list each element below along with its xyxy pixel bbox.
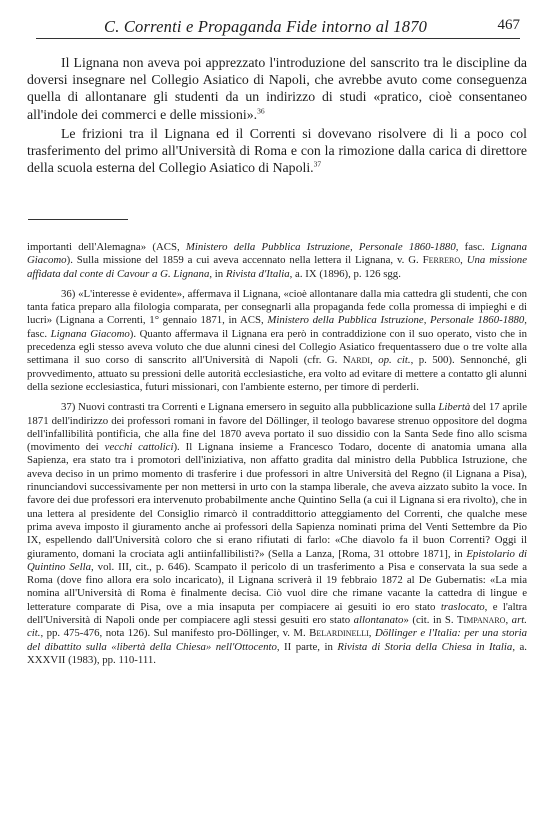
note-citation: Ministero della Pubblica Istruzione, Personale 1860-1880: [267, 314, 525, 327]
note-author: G. Nardi: [326, 354, 371, 367]
footnote-reference: 37: [313, 159, 322, 169]
footnote-36: [27, 288, 527, 394]
note-text: , e l'altra dell'Università di Napoli onde per compiacere agli stessi gesuiti ero stato: [27, 600, 527, 627]
note-text: , vol. III, cit., p. 646). Scampato il pericolo di un trasferimento a Pisa e conservata la sua sede a Roma (dove fino allora era solo incaricato), il Lignana scriverà il 19 febbraio 1872 al De Gubernatis: «La mia nomina all'Università di Roma è finalmente decisa. Ciò vuol dire che rimane vacante la cattedra di lingue e letterature comparate di Pisa, ove a mia insaputa per compiacere ai gesuiti io ero stato: [27, 560, 527, 613]
note-text: ). Quanto affermava il Lignana era però in contraddizione con il suo operato, visto che in precedenza egli stesso aveva voluto che due alunni cinesi del Collegio Asiatico frequentassero due o tre volte alla settimana il suo corso di sanscrito all'Università di Napoli (cfr.: [27, 327, 528, 367]
note-text: , II parte, in: [276, 640, 338, 653]
note-text: » (cit. in: [403, 614, 445, 627]
note-text: , fasc.: [455, 241, 491, 253]
note-citation: vecchi cattolici: [104, 441, 174, 454]
note-text: importanti dell'Alemagna» (ACS,: [27, 241, 186, 253]
note-text: , a. XXXVII (1983), pp. 110-111.: [27, 640, 528, 666]
note-citation: Rivista di Storia della Chiesa in Italia: [337, 640, 513, 653]
footnote-37: [27, 401, 527, 667]
note-emphasis: traslocato: [440, 600, 485, 613]
note-citation: Rivista d'Italia: [225, 267, 290, 280]
note-text: 36) «L'interesse è evidente», affermava il Lignana, «cioè allontanare dalla mia cattedra gli studenti, che con tanta fatica preparo alla filologia comparata, per consegnarli alla propaganda fede colla promessa di impieghi e di lucri» (Lignana a Correnti, 1° gennaio 1871, in ACS,: [27, 287, 527, 327]
main-text: [27, 54, 527, 176]
page-header: [36, 17, 520, 39]
note-text: , a. IX (1896), p. 126 sgg.: [289, 267, 401, 280]
body-paragraph: [27, 54, 527, 123]
note-author: S. Timpanaro: [444, 614, 506, 627]
note-author: G. Ferrero: [408, 254, 461, 267]
note-text: , p. 500). Sennonché, gli provvedimento, attuato su pressioni delle autorità ecclesiastiche, era volto ad evitare di mettere a contatto gli alunni della sezione ecclesiastica, futuri missionari, con l'ambiente esterno, per timore di perderli.: [27, 354, 527, 393]
page-number: 467: [497, 17, 520, 33]
note-text: ). Il Lignana insieme a Francesco Todaro, docente di anatomia umana alla Sapienza, era stato tra i promotori dell'iniziativa, non affatto gradita dal ministro della Pubblica Istruzione, che aveva deciso in un primo momento di trasferire i due professori in altre Università del Regno (il Lignana a Pisa), rinunciandovi successivamente per non mettersi in urto con la stampa liberale, che aveva aizzato subito la voce. In favore dei due professori era intervenuto probabilmente anche Quintino Sella (a cui il Lignana si era rivolto), che in una lettera al presidente del Consiglio rimarcò il contraddittorio atteggiamento del Correnti, che qualche mese prima aveva imposto il giuramento anche ai professori della Sapienza nominati prima del Venti Settembre da Pio IX, espellendo dall'Università coloro che si erano rifiutati di farlo: «Che diavolo fa il buon Correnti? Oggi il giuramento, domani la crociata agli antiinfallibilisti?» (Sella a Lanza, [Roma, 31 ottobre 1871], in: [27, 441, 527, 560]
note-text: ,: [505, 614, 512, 627]
footnote-35-continuation: [27, 241, 527, 281]
note-author: M. Belardinelli: [293, 627, 369, 640]
note-citation: Una missione affidata dal conte di Cavour a G. Lignana: [27, 254, 527, 280]
note-citation: Lignana Giacomo: [27, 241, 527, 267]
note-text: ,: [368, 627, 375, 640]
footnotes: [27, 241, 527, 667]
note-text: ,: [460, 254, 467, 267]
paragraph-text: Le frizioni tra il Lignana ed il Correnti si dovevano risolvere di li a poco col trasferimento del primo all'Università di Roma e con la rimozione dalla carica di direttore della scuola esterna del Collegio Asiatico di Napoli.: [27, 125, 527, 176]
note-citation: Döllinger e l'Italia: per una storia del dibattito sulla «libertà della Chiesa» nell'Ottocento: [27, 627, 527, 653]
note-text: ). Sulla missione del 1859 a cui aveva accennato nella lettera il Lignana, v.: [66, 254, 409, 267]
note-citation: Ministero della Pubblica Istruzione, Personale 1860-1880: [185, 241, 456, 253]
note-emphasis: allontanato: [353, 614, 404, 627]
footnote-divider: [28, 219, 128, 220]
body-paragraph: [27, 125, 527, 177]
note-citation: Lignana Giacomo: [50, 327, 130, 340]
note-text: , in: [209, 267, 226, 280]
note-text: 37) Nuovi contrasti tra Correnti e Lignana emersero in seguito alla pubblicazione sulla: [61, 401, 439, 414]
paragraph-text: Il Lignana non aveva poi apprezzato l'introduzione del sanscrito tra le discipline da doversi insegnare nel Collegio Asiatico di Napoli, che avrebbe avuto come conseguenza quella di allontanare gli studenti da un indirizzo di studi «pratico, cioè consentaneo all'indole dei commerci e delle missioni».: [27, 55, 527, 122]
note-citation: Libertà: [438, 401, 471, 414]
footnote-reference: 36: [257, 106, 265, 116]
note-text: , fasc.: [27, 314, 527, 340]
note-citation: art. cit.: [27, 614, 527, 640]
note-citation: Epistolario di Quintino Sella: [27, 547, 527, 573]
note-text: del 17 aprile 1871 dell'indirizzo dei professori romani in favore del Döllinger, il teologo bavarese strenuo oppositore del dogma dell'infallibilità pontificia, che alla fine del 1870 aveva portato il suo dissidio con la Santa Sede fino allo scisma (movimento dei: [27, 401, 528, 454]
note-text: , pp. 475-476, nota 126). Sul manifesto pro-Döllinger, v.: [40, 627, 294, 640]
note-text: ,: [370, 354, 379, 367]
note-citation: op. cit.: [378, 354, 411, 367]
running-head: C. Correnti e Propaganda Fide intorno al 1870: [104, 17, 428, 36]
